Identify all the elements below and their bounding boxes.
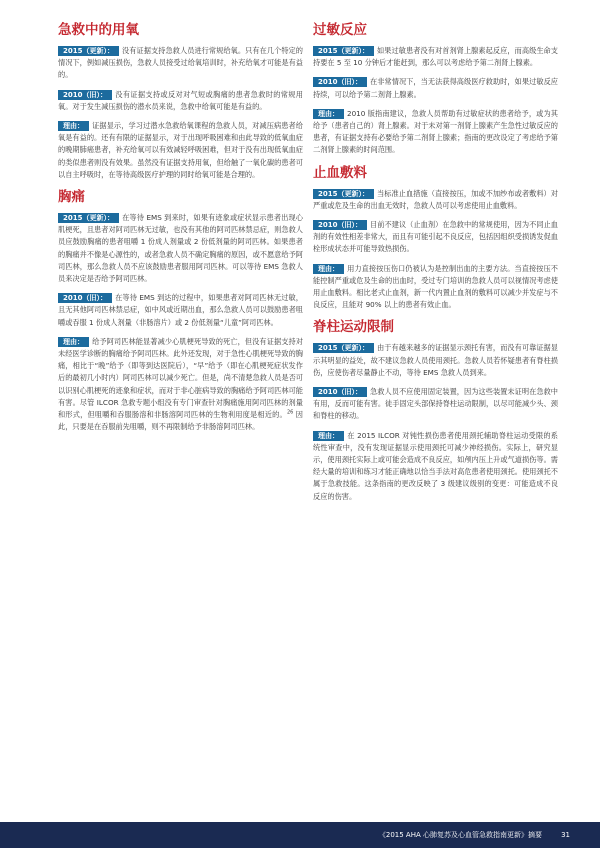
citation-superscript: 26 — [286, 409, 294, 416]
paragraph-text: 因此，只要是在吞服前先咀嚼，则不再限制给予非肠溶阿司匹林。 — [58, 410, 303, 432]
paragraph-text: 在等待 EMS 到达的过程中，如果患者对阿司匹林无过敏，且无其他阿司匹林禁忌症，如中风或近期出血，那么急救人员可以鼓励患者咀嚼或吞服 1 份成人剂量（非肠溶片）或 2 份低剂量“儿童”阿司匹林。 — [58, 293, 303, 327]
paragraph-text: 急救人员不应使用固定装置，因为这些装置未证明在急救中有用，反而可能有害。徒手固定头部保持脊柱运动限制，以尽可能减少头、颈和脊柱的移动。 — [313, 387, 558, 421]
paragraph-text: 没有证据支持急救人员进行常规给氧。只有在几个特定的情况下，例如减压损伤，急救人员接受过给氧培训时，补充给氧才可能是有益的。 — [58, 46, 303, 80]
paragraph-text: 由于有越来越多的证据显示颈托有害，而没有可靠证据显示其明显的益处，故不建议急救人员使用颈托。急救人员若怀疑患者有脊柱损伤，应使伤者尽量静止不动，等待 EMS 急救人员到来。 — [313, 343, 558, 377]
label-badge: 2010（旧）： — [313, 387, 367, 397]
label-badge: 2010（旧）： — [313, 220, 367, 230]
paragraph-text: 目前不建议（止血剂）在急救中的常规使用，因为不同止血剂的有效性相差非常大，而且有可能引起不良反应，包括因组织受损诱发促血栓形成状态并可能导致热损伤。 — [313, 220, 558, 254]
paragraph — [313, 219, 558, 256]
section-heading: 止血敷料 — [313, 164, 367, 181]
section-heading: 过敏反应 — [313, 22, 367, 38]
label-badge: 2010（旧）： — [58, 90, 112, 100]
label-badge: 理由： — [58, 337, 89, 347]
paragraph — [58, 89, 303, 113]
section-heading: 脊柱运动限制 — [313, 319, 394, 336]
paragraph-text: 2010 版指南建议，急救人员帮助有过敏症状的患者给予，或为其给予（患者自己的）肾上腺素。对于未对第一剂肾上腺素产生急性过敏反应的患者，有证据支持有必要给予第二剂肾上腺素；指南的更改设定了考虑给予第二剂肾上腺素的时间范围。 — [313, 108, 558, 155]
label-badge: 2015（更新）： — [313, 343, 374, 353]
paragraph — [58, 45, 303, 82]
paragraph — [313, 45, 558, 69]
paragraph-text: 在 2015 ILCOR 对钝性损伤患者使用颈托辅助脊柱运动受限的系统性审查中，没有发现证据显示使用颈托可减少神经损伤。实际上，研究显示，使用颈托实际上或可能会造成不良反应，如颅内压上升或气道损伤等。需经大量的培训和练习才能正确地以恰当手法对高危患者使用颈托。使用颈托不属于急救技能。这条指南的更改反映了 3 级建议级别的变更：可能造成不良反应的伤害。 — [313, 430, 558, 501]
label-badge: 理由： — [313, 431, 344, 441]
label-badge: 理由： — [58, 121, 89, 131]
paragraph — [313, 386, 558, 423]
section-oxygen — [58, 22, 303, 181]
paragraph-text: 证据显示，学习过潜水急救给氧课程的急救人员，对减压病患者给氧是有益的。还有有限的证据显示，对于出现呼吸困难和由此导致的低氧血症的晚期肺癌患者，补充给氧可以有效减轻呼吸困难，但对于没有出现低氧血症的类似患者则没有效果。虽然没有证据支持用氧，但给触了一氧化碳的患者可以自主呼吸时，在等待高级医疗护理的同时给氧可能是合理的。 — [58, 121, 303, 179]
paragraph — [313, 342, 558, 379]
label-badge: 2015（更新）： — [313, 46, 374, 56]
left-column — [58, 22, 303, 441]
label-badge: 理由： — [313, 264, 344, 274]
paragraph — [313, 188, 558, 212]
label-badge: 2010（旧）： — [313, 77, 367, 87]
paragraph-text: 没有证据支持或反对对气短或胸痛的患者急救时的常规用氧。对于发生减压损伤的潜水员来说，急救中给氧可能是有益的。 — [58, 89, 303, 111]
label-badge: 2010（旧）： — [58, 293, 112, 303]
paragraph-text: 在非常情况下，当无法获得高级医疗救助时，如果过敏反应持续，可以给予第二剂肾上腺素。 — [313, 77, 558, 99]
paragraph — [58, 120, 303, 181]
section-hemostatic-dressings — [313, 165, 558, 312]
paragraph — [58, 336, 303, 434]
section-anaphylaxis — [313, 22, 558, 157]
section-heading: 胸痛 — [58, 189, 85, 206]
footer-bar — [0, 822, 600, 848]
label-badge: 2015（更新）： — [58, 213, 119, 223]
label-badge: 2015（更新）： — [58, 46, 119, 56]
paragraph — [58, 212, 303, 285]
paragraph-text: 当标准止血措施（直接按压，加或不加纱布或者敷料）对严重或危及生命的出血无效时，急救人员可以考虑使用止血敷料。 — [313, 188, 558, 210]
page-number: 31 — [561, 831, 570, 839]
paragraph — [313, 108, 558, 157]
label-badge: 2015（更新）： — [313, 189, 374, 199]
paragraph — [313, 430, 558, 503]
paragraph — [58, 292, 303, 329]
footer-title: 《2015 AHA 心肺复苏及心血管急救指南更新》摘要 — [378, 831, 542, 839]
paragraph-text: 如果过敏患者没有对首剂肾上腺素起反应，而高级生命支持要在 5 至 10 分钟后才能赶到，那么可以考虑给予第二剂肾上腺素。 — [313, 46, 558, 68]
right-column — [313, 22, 558, 511]
paragraph-text: 给予阿司匹林能显著减少心肌梗死导致的死亡，但没有证据支持对未经医学诊断的胸痛给予阿司匹林。此外还发现，对于急性心肌梗死导致的胸痛，相比于“晚”给予（即等到达医院后），“早”给予（即在心肌梗死症状发作后的最初几小时内）阿司匹林可以减少死亡。但是，尚不清楚急救人员是否可以识别心肌梗死的迹象和症状，而对于非心脏病导致的胸痛给予阿司匹林可能有害。尽管 ILCOR 急救专题小组没有专门审查针对胸痛施用阿司匹林的剂量和形式，但咀嚼和吞服肠溶和非肠溶阿司匹林的生物利用度是相近的。 — [58, 336, 303, 420]
paragraph-text: 用力直接按压伤口仍被认为是控制出血的主要方法。当直接按压不能控制严重或危及生命的出血时，受过专门培训的急救人员可以视情况考虑使用止血敷料。相比老式止血剂，新一代内置止血剂的敷料可以减少并发症与不良反应，且能对 90% 以上的患者有效止血。 — [313, 263, 558, 310]
paragraph-text: 在等待 EMS 到来时，如果有迹象或症状显示患者出现心肌梗死，且患者对阿司匹林无过敏，也没有其他的阿司匹林禁忌症，则急救人员应鼓励胸痛的患者咀嚼 1 份成人剂量或 2 份低剂量的阿司匹林。如果患者的胸痛并不像是心源性的，或者急救人员不确定胸痛的原因，或不愿意给予阿司匹林，那么急救人员不应该鼓励患者服用阿司匹林。可以等待 EMS 急救人员来决定是否给予阿司匹林。 — [58, 213, 303, 284]
section-chest-pain — [58, 189, 303, 433]
paragraph — [313, 263, 558, 312]
section-heading: 急救中的用氧 — [58, 22, 139, 38]
section-spinal-motion-restriction — [313, 319, 558, 502]
label-badge: 理由： — [313, 109, 344, 119]
paragraph — [313, 76, 558, 100]
